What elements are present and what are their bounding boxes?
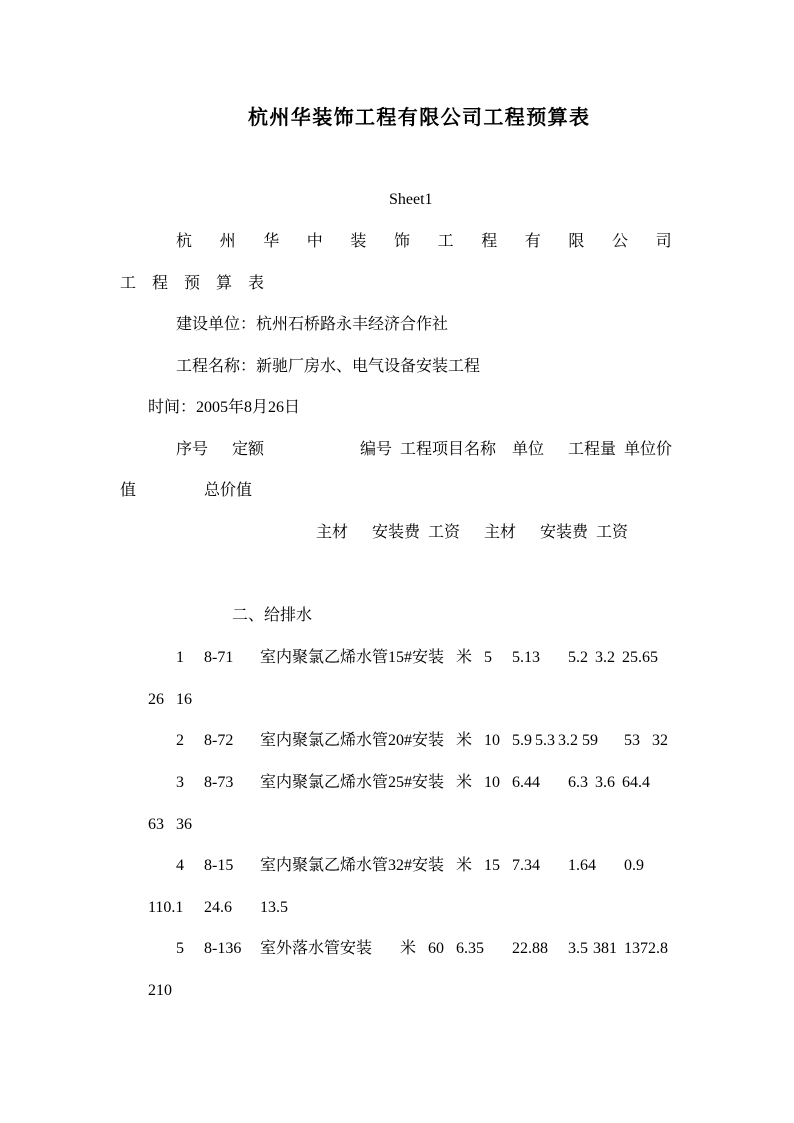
row-total-wage: 16: [176, 691, 192, 708]
row-unit-wage: 3.2: [595, 649, 615, 666]
row-quota: 8-71: [204, 649, 234, 666]
row-seq: 1: [176, 649, 184, 666]
row-unit: 米: [456, 857, 473, 874]
row-quota: 8-136: [204, 940, 242, 957]
row-unit-wage: 0.9: [624, 857, 644, 874]
row-unit-main: 6.44: [512, 774, 540, 791]
row-unit: 米: [456, 732, 473, 749]
row-seq: 2: [176, 732, 184, 749]
row-item-name: 室内聚氯乙烯水管32#安装: [260, 857, 445, 874]
header-seq: 序号: [176, 441, 209, 458]
row-total-install: 53: [624, 732, 640, 749]
row-total-wage: 32: [652, 732, 668, 749]
header-unit-price: 单位价: [624, 441, 673, 458]
row-unit-main: 5.9: [512, 732, 532, 749]
row-unit: 米: [400, 940, 417, 957]
row-total-wage: 36: [176, 816, 192, 833]
row-seq: 4: [176, 857, 184, 874]
heading-line-1: 杭州华中装饰工程有限公司: [176, 233, 700, 250]
header-quota: 定额: [232, 441, 265, 458]
header-unit: 单位: [512, 441, 545, 458]
row-total-main: 64.4: [622, 774, 650, 791]
row-unit: 米: [456, 649, 473, 666]
header-total-value: 总价值: [204, 482, 253, 499]
row-unit-main: 5.13: [512, 649, 540, 666]
subheader-total-install: 安装费: [540, 524, 589, 541]
row-unit-install: 1.64: [568, 857, 596, 874]
date-line: 时间：2005年8月26日: [148, 399, 301, 416]
project-line: 工程名称：新驰厂房水、电气设备安装工程: [176, 358, 481, 375]
row-unit-main: 7.34: [512, 857, 540, 874]
row-total-wage: 210: [148, 982, 172, 999]
client-line: 建设单位：杭州石桥路永丰经济合作社: [176, 316, 449, 333]
row-unit-main: 6.35: [456, 940, 484, 957]
subheader-unit-main: 主材: [316, 524, 349, 541]
row-total-install: 1372.8: [624, 940, 668, 957]
header-item-name: 工程项目名称: [400, 441, 497, 458]
row-unit-wage: 3.5: [568, 940, 588, 957]
row-total-main: 381: [593, 940, 617, 957]
row-unit-install: 5.3: [535, 732, 555, 749]
row-total-wage: 13.5: [260, 899, 288, 916]
row-total-main: 59: [582, 732, 598, 749]
row-quantity: 15: [484, 857, 500, 874]
subheader-total-main: 主材: [484, 524, 517, 541]
row-item-name: 室内聚氯乙烯水管15#安装: [260, 649, 445, 666]
subheader-unit-install: 安装费: [372, 524, 421, 541]
subheader-unit-wage: 工资: [428, 524, 461, 541]
row-unit-install: 6.3: [568, 774, 588, 791]
heading-line-2: 工程预算表: [120, 275, 281, 292]
row-quota: 8-72: [204, 732, 234, 749]
row-total-install: 24.6: [204, 899, 232, 916]
row-seq: 5: [176, 940, 184, 957]
row-quota: 8-73: [204, 774, 234, 791]
header-quantity: 工程量: [568, 441, 617, 458]
row-seq: 3: [176, 774, 184, 791]
row-unit-wage: 3.2: [558, 732, 578, 749]
row-total-main: 25.65: [622, 649, 658, 666]
row-unit-install: 22.88: [512, 940, 548, 957]
document-title: 杭州华装饰工程有限公司工程预算表: [248, 107, 591, 129]
row-quota: 8-15: [204, 857, 234, 874]
row-item-name: 室内聚氯乙烯水管20#安装: [260, 732, 445, 749]
header-code: 编号: [360, 441, 393, 458]
row-quantity: 10: [484, 732, 500, 749]
row-total-install: 63: [148, 816, 164, 833]
row-quantity: 5: [484, 649, 492, 666]
row-unit-install: 5.2: [568, 649, 588, 666]
row-quantity: 60: [428, 940, 444, 957]
section-heading: 二、给排水: [232, 607, 313, 624]
row-total-main: 110.1: [148, 899, 184, 916]
row-item-name: 室外落水管安装: [260, 940, 373, 957]
row-unit-wage: 3.6: [595, 774, 615, 791]
row-quantity: 10: [484, 774, 500, 791]
row-total-install: 26: [148, 691, 164, 708]
row-unit: 米: [456, 774, 473, 791]
header-unit-price-cont: 值: [120, 482, 137, 499]
subheader-total-wage: 工资: [596, 524, 629, 541]
row-item-name: 室内聚氯乙烯水管25#安装: [260, 774, 445, 791]
sheet-label: Sheet1: [389, 191, 433, 208]
